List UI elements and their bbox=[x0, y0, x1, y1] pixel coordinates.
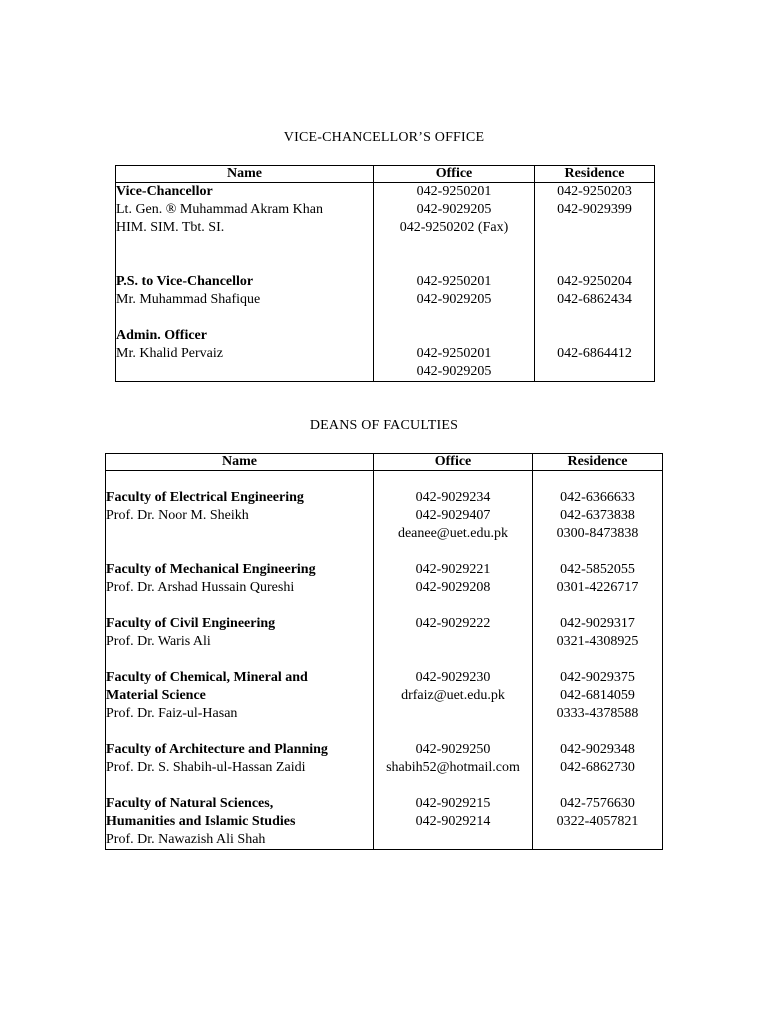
office-contact: 042-9250201 bbox=[416, 346, 492, 361]
entry-title: Faculty of Civil Engineering bbox=[106, 616, 276, 631]
entry-title: Vice-Chancellor bbox=[116, 184, 213, 199]
entry-person bbox=[106, 471, 373, 489]
entry-person: Prof. Dr. Arshad Hussain Qureshi bbox=[106, 580, 295, 595]
table-header-row bbox=[106, 454, 663, 471]
entry-person: Mr. Khalid Pervaiz bbox=[116, 346, 223, 361]
entry-person: Prof. Dr. Noor M. Sheikh bbox=[106, 508, 249, 523]
office-contact bbox=[374, 723, 532, 741]
residence-contact bbox=[535, 327, 654, 345]
residence-contact bbox=[533, 651, 662, 669]
residence-contact bbox=[533, 471, 662, 489]
residence-contact bbox=[533, 597, 662, 615]
column-header-office: Office bbox=[374, 166, 535, 183]
entry-title: Faculty of Chemical, Mineral and bbox=[106, 670, 308, 685]
entry-person: Prof. Dr. S. Shabih-ul-Hassan Zaidi bbox=[106, 760, 306, 775]
entry-person bbox=[116, 255, 373, 273]
vc-office-title: VICE-CHANCELLOR’S OFFICE bbox=[283, 130, 485, 145]
office-contact bbox=[374, 255, 534, 273]
residence-contact bbox=[535, 237, 654, 255]
office-contact: 042-9029234 bbox=[415, 490, 491, 505]
office-contact bbox=[374, 651, 532, 669]
residence-contact: 042-6814059 bbox=[560, 688, 635, 703]
residence-contact: 042-9250203 bbox=[557, 184, 632, 199]
residence-contact: 042-6862434 bbox=[557, 292, 632, 307]
entry-title: P.S. to Vice-Chancellor bbox=[116, 274, 254, 289]
entry-person bbox=[116, 309, 373, 327]
residence-contact: 042-6864412 bbox=[557, 346, 632, 361]
entry-title: Admin. Officer bbox=[116, 328, 207, 343]
residence-contact bbox=[533, 723, 662, 741]
residence-contact: 042-6366633 bbox=[560, 490, 635, 505]
entry-title: Faculty of Natural Sciences, bbox=[106, 796, 274, 811]
office-contact: 042-9029208 bbox=[415, 580, 491, 595]
table-header-row bbox=[116, 166, 655, 183]
residence-contact: 042-5852055 bbox=[560, 562, 635, 577]
residence-contact: 042-6373838 bbox=[560, 508, 635, 523]
residence-contact: 0301-4226717 bbox=[556, 580, 639, 595]
residence-contact: 042-9029348 bbox=[560, 742, 635, 757]
residence-contact: 042-6862730 bbox=[560, 760, 635, 775]
residence-contact: 042-9029317 bbox=[560, 616, 635, 631]
residence-contact: 042-7576630 bbox=[560, 796, 635, 811]
office-column bbox=[374, 471, 533, 850]
entry-title: Faculty of Architecture and Planning bbox=[106, 742, 328, 757]
residence-contact: 042-9029375 bbox=[560, 670, 635, 685]
entry-title: Material Science bbox=[106, 688, 206, 703]
entry-person: HIM. SIM. Tbt. SI. bbox=[116, 220, 225, 235]
residence-column bbox=[533, 471, 663, 850]
office-contact: 042-9250201 bbox=[416, 184, 492, 199]
office-contact: 042-9029215 bbox=[415, 796, 491, 811]
name-column bbox=[116, 183, 374, 382]
column-header-office: Office bbox=[374, 454, 533, 471]
residence-contact: 042-9250204 bbox=[557, 274, 632, 289]
residence-contact bbox=[533, 831, 662, 849]
residence-contact bbox=[535, 255, 654, 273]
entry-person bbox=[106, 777, 373, 795]
office-contact: deanee@uet.edu.pk bbox=[397, 526, 509, 541]
office-contact bbox=[374, 777, 532, 795]
entry-person: Prof. Dr. Faiz-ul-Hasan bbox=[106, 706, 238, 721]
office-contact: shabih52@hotmail.com bbox=[386, 760, 520, 775]
office-contact: 042-9029205 bbox=[416, 292, 492, 307]
entry-title: Faculty of Electrical Engineering bbox=[106, 490, 304, 505]
office-column bbox=[374, 183, 535, 382]
office-contact bbox=[374, 633, 532, 651]
entry-person: Lt. Gen. ® Muhammad Akram Khan bbox=[116, 202, 323, 217]
office-contact bbox=[374, 597, 532, 615]
residence-contact: 0321-4308925 bbox=[556, 634, 639, 649]
residence-contact: 0322-4057821 bbox=[556, 814, 639, 829]
entry-person bbox=[106, 723, 373, 741]
residence-contact: 042-9029399 bbox=[557, 202, 632, 217]
entry-person bbox=[106, 525, 373, 543]
entry-person: Prof. Dr. Nawazish Ali Shah bbox=[106, 832, 266, 847]
residence-contact bbox=[535, 219, 654, 237]
vc-office-table bbox=[115, 165, 655, 382]
office-contact: 042-9250201 bbox=[416, 274, 492, 289]
entry-person bbox=[116, 237, 373, 255]
office-contact: 042-9029205 bbox=[416, 202, 492, 217]
office-contact: drfaiz@uet.edu.pk bbox=[401, 688, 505, 703]
office-contact: 042-9029205 bbox=[416, 364, 492, 379]
column-header-name: Name bbox=[116, 166, 374, 183]
office-contact bbox=[374, 831, 532, 849]
table-row bbox=[106, 471, 663, 850]
office-contact bbox=[374, 309, 534, 327]
office-contact bbox=[374, 327, 534, 345]
office-contact: 042-9029407 bbox=[415, 508, 491, 523]
entry-person bbox=[106, 651, 373, 669]
deans-title: DEANS OF FACULTIES bbox=[309, 418, 459, 433]
entry-person bbox=[106, 597, 373, 615]
residence-contact: 0333-4378588 bbox=[556, 706, 639, 721]
office-contact bbox=[374, 543, 532, 561]
residence-contact: 0300-8473838 bbox=[556, 526, 639, 541]
deans-table bbox=[105, 453, 663, 850]
column-header-residence: Residence bbox=[533, 454, 663, 471]
entry-person bbox=[106, 543, 373, 561]
entry-person: Prof. Dr. Waris Ali bbox=[106, 634, 211, 649]
table-row bbox=[116, 183, 655, 382]
residence-contact bbox=[535, 309, 654, 327]
office-contact: 042-9029250 bbox=[415, 742, 491, 757]
entry-person bbox=[116, 363, 373, 381]
entry-title: Humanities and Islamic Studies bbox=[106, 814, 296, 829]
office-contact: 042-9250202 (Fax) bbox=[399, 220, 509, 235]
residence-column bbox=[535, 183, 655, 382]
residence-contact bbox=[535, 363, 654, 381]
office-contact bbox=[374, 471, 532, 489]
office-contact: 042-9029221 bbox=[415, 562, 491, 577]
office-contact: 042-9029222 bbox=[415, 616, 491, 631]
office-contact bbox=[374, 237, 534, 255]
residence-contact bbox=[533, 777, 662, 795]
office-contact: 042-9029214 bbox=[415, 814, 491, 829]
office-contact bbox=[374, 705, 532, 723]
entry-person: Mr. Muhammad Shafique bbox=[116, 292, 261, 307]
entry-title: Faculty of Mechanical Engineering bbox=[106, 562, 316, 577]
column-header-name: Name bbox=[106, 454, 374, 471]
name-column bbox=[106, 471, 374, 850]
office-contact: 042-9029230 bbox=[415, 670, 491, 685]
column-header-residence: Residence bbox=[535, 166, 655, 183]
residence-contact bbox=[533, 543, 662, 561]
